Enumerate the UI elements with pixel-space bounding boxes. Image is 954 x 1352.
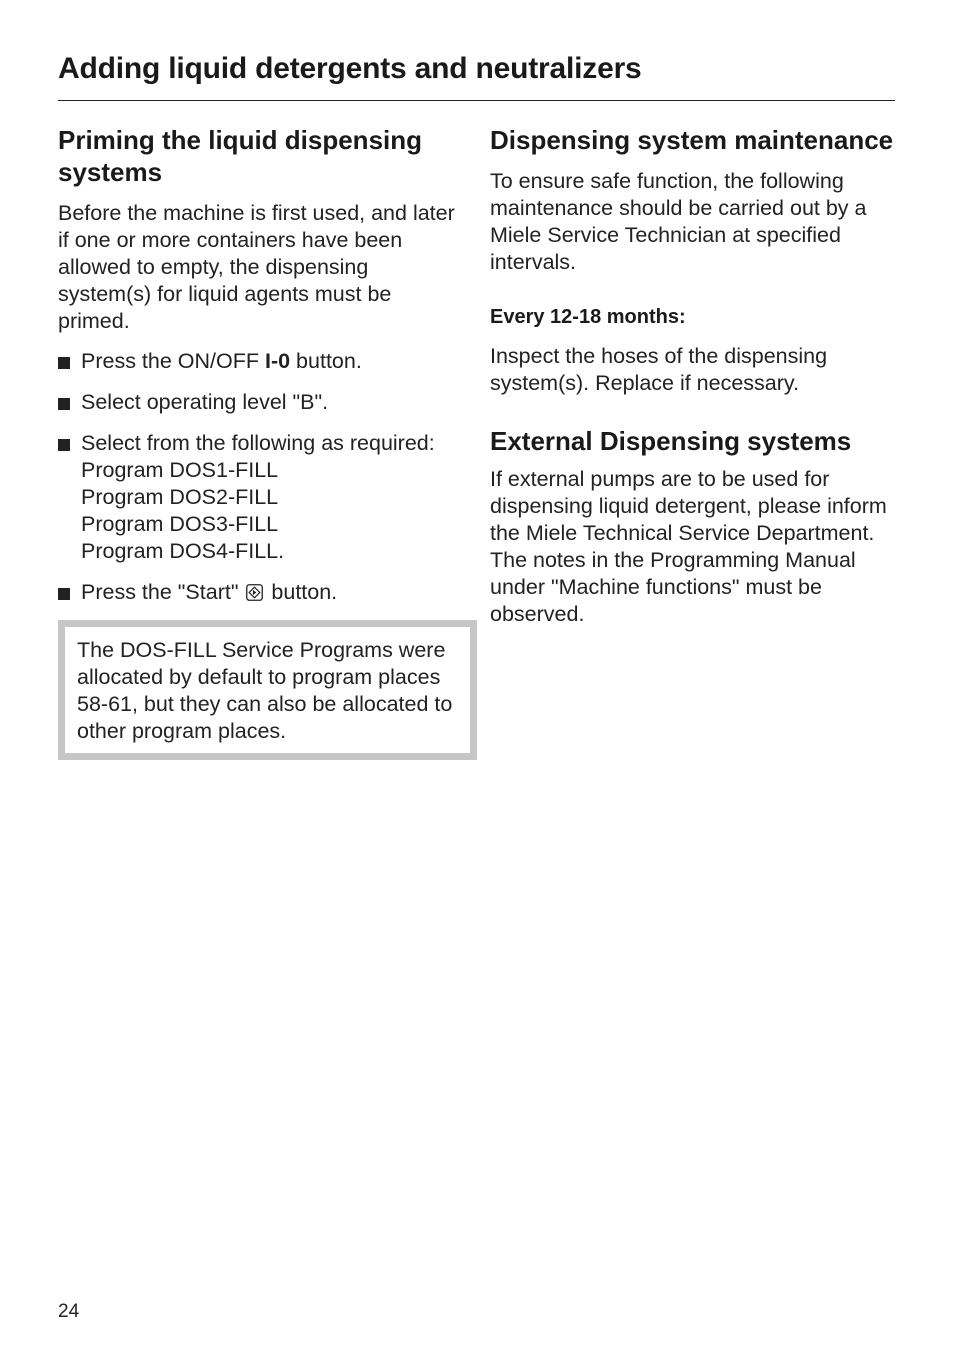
note-text: The DOS-FILL Service Programs were allocated by default to program places 58-61, but they can also be allocated to other program places. — [77, 638, 453, 743]
step-text: button. — [290, 349, 362, 373]
page-number: 24 — [58, 1301, 80, 1322]
priming-intro: Before the machine is first used, and later if one or more containers have been allowed to empty, the dispensing system(s) for liquid agents must be primed. — [58, 201, 455, 333]
note-box — [58, 620, 477, 760]
step-text: Select from the following as required: — [81, 431, 435, 455]
bullet-square-icon — [58, 588, 70, 600]
external-text: If external pumps are to be used for dispensing liquid detergent, please inform the Miele Technical Service Department. The notes in the Programming Manual under "Machine functions" must be observed. — [490, 467, 887, 626]
title-divider — [58, 100, 895, 101]
page-title: Adding liquid detergents and neutralizers — [58, 52, 642, 85]
step-text: Select operating level "B". — [81, 390, 329, 414]
bullet-square-icon — [58, 439, 70, 451]
program-option: Program DOS4-FILL. — [81, 539, 285, 563]
external-heading: External Dispensing systems — [490, 426, 852, 456]
on-off-button-label: I-0 — [264, 349, 291, 373]
left-column — [58, 124, 463, 760]
maintenance-text: To ensure safe function, the following maintenance should be carried out by a Miele Service Technician at specified intervals. — [490, 169, 867, 274]
step-item — [58, 389, 463, 416]
step-text: button. — [265, 580, 338, 604]
start-button-icon — [246, 584, 263, 601]
maintenance-heading: Dispensing system maintenance — [490, 125, 894, 155]
step-item — [58, 348, 463, 375]
bullet-square-icon — [58, 398, 70, 410]
step-item — [58, 579, 463, 606]
priming-heading: Priming the liquid dispensing systems — [58, 125, 423, 187]
step-text: Press the ON/OFF — [81, 349, 265, 373]
bullet-square-icon — [58, 357, 70, 369]
program-option: Program DOS1-FILL — [81, 458, 279, 482]
step-item — [58, 430, 463, 565]
right-column — [490, 124, 900, 628]
program-option: Program DOS2-FILL — [81, 485, 279, 509]
priming-steps — [58, 348, 463, 606]
interval-heading: Every 12-18 months: — [490, 306, 686, 328]
program-option: Program DOS3-FILL — [81, 512, 279, 536]
step-text: Press the "Start" — [81, 580, 245, 604]
interval-text: Inspect the hoses of the dispensing system(s). Replace if necessary. — [490, 344, 828, 395]
